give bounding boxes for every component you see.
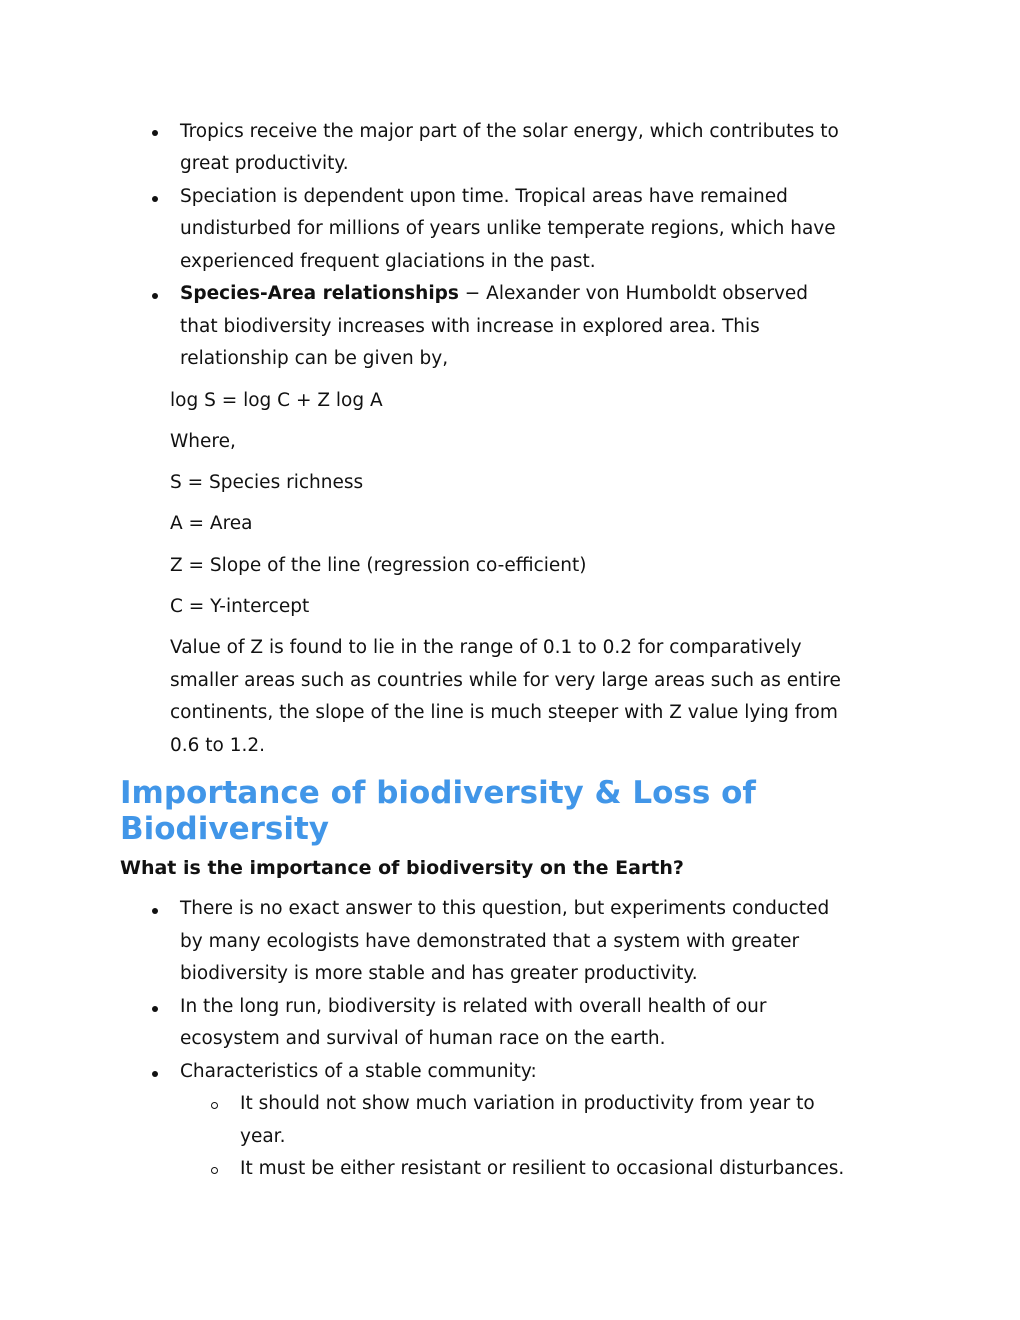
list-item-text: There is no exact answer to this question, but experiments conducted bbox=[180, 898, 830, 919]
sublist-item-text: year. bbox=[240, 1126, 286, 1147]
list-item-text: that biodiversity increases with increase in explored area. This bbox=[180, 316, 760, 337]
bullet-icon bbox=[152, 1071, 158, 1077]
section-heading: Importance of biodiversity & Loss of bbox=[120, 775, 756, 811]
list-item-text: − Alexander von Humboldt observed bbox=[458, 283, 809, 304]
list-item-text: by many ecologists have demonstrated that a system with greater bbox=[180, 931, 800, 952]
list-item-text: great productivity. bbox=[180, 153, 349, 174]
definition: S = Species richness bbox=[170, 472, 364, 493]
definition: Z = Slope of the line (regression co-efficient) bbox=[170, 555, 587, 576]
list-item-text: Speciation is dependent upon time. Tropical areas have remained bbox=[180, 186, 788, 207]
sublist-item-text: It must be either resistant or resilient to occasional disturbances. bbox=[240, 1158, 845, 1179]
circle-bullet-icon bbox=[211, 1102, 218, 1109]
list-item-text: ecosystem and survival of human race on the earth. bbox=[180, 1028, 666, 1049]
term-bold: Species-Area relationships bbox=[180, 283, 459, 304]
sublist-item-text: It should not show much variation in productivity from year to bbox=[240, 1093, 815, 1114]
bullet-icon bbox=[152, 293, 158, 299]
bullet-icon bbox=[152, 196, 158, 202]
definition: A = Area bbox=[170, 513, 253, 534]
paragraph-line: smaller areas such as countries while for very large areas such as entire bbox=[170, 670, 841, 691]
section-heading: Biodiversity bbox=[120, 811, 329, 847]
list-item-text: In the long run, biodiversity is related with overall health of our bbox=[180, 996, 767, 1017]
list-item-text: relationship can be given by, bbox=[180, 348, 449, 369]
bullet-icon bbox=[152, 908, 158, 914]
definition: C = Y-intercept bbox=[170, 596, 310, 617]
list-item-text bbox=[180, 282, 808, 306]
where-label: Where, bbox=[170, 431, 236, 452]
bullet-icon bbox=[152, 130, 158, 136]
circle-bullet-icon bbox=[211, 1167, 218, 1174]
list-item-text: experienced frequent glaciations in the past. bbox=[180, 251, 596, 272]
subheading: What is the importance of biodiversity on the Earth? bbox=[120, 857, 684, 879]
bullet-icon bbox=[152, 1006, 158, 1012]
paragraph-line: 0.6 to 1.2. bbox=[170, 735, 266, 756]
paragraph-line: Value of Z is found to lie in the range of 0.1 to 0.2 for comparatively bbox=[170, 637, 802, 658]
list-item-text: biodiversity is more stable and has greater productivity. bbox=[180, 963, 698, 984]
list-item-text: undisturbed for millions of years unlike temperate regions, which have bbox=[180, 218, 836, 239]
list-item-text: Tropics receive the major part of the solar energy, which contributes to bbox=[180, 121, 839, 142]
formula: log S = log C + Z log A bbox=[170, 390, 383, 411]
paragraph-line: continents, the slope of the line is much steeper with Z value lying from bbox=[170, 702, 838, 723]
list-item-text: Characteristics of a stable community: bbox=[180, 1061, 537, 1082]
